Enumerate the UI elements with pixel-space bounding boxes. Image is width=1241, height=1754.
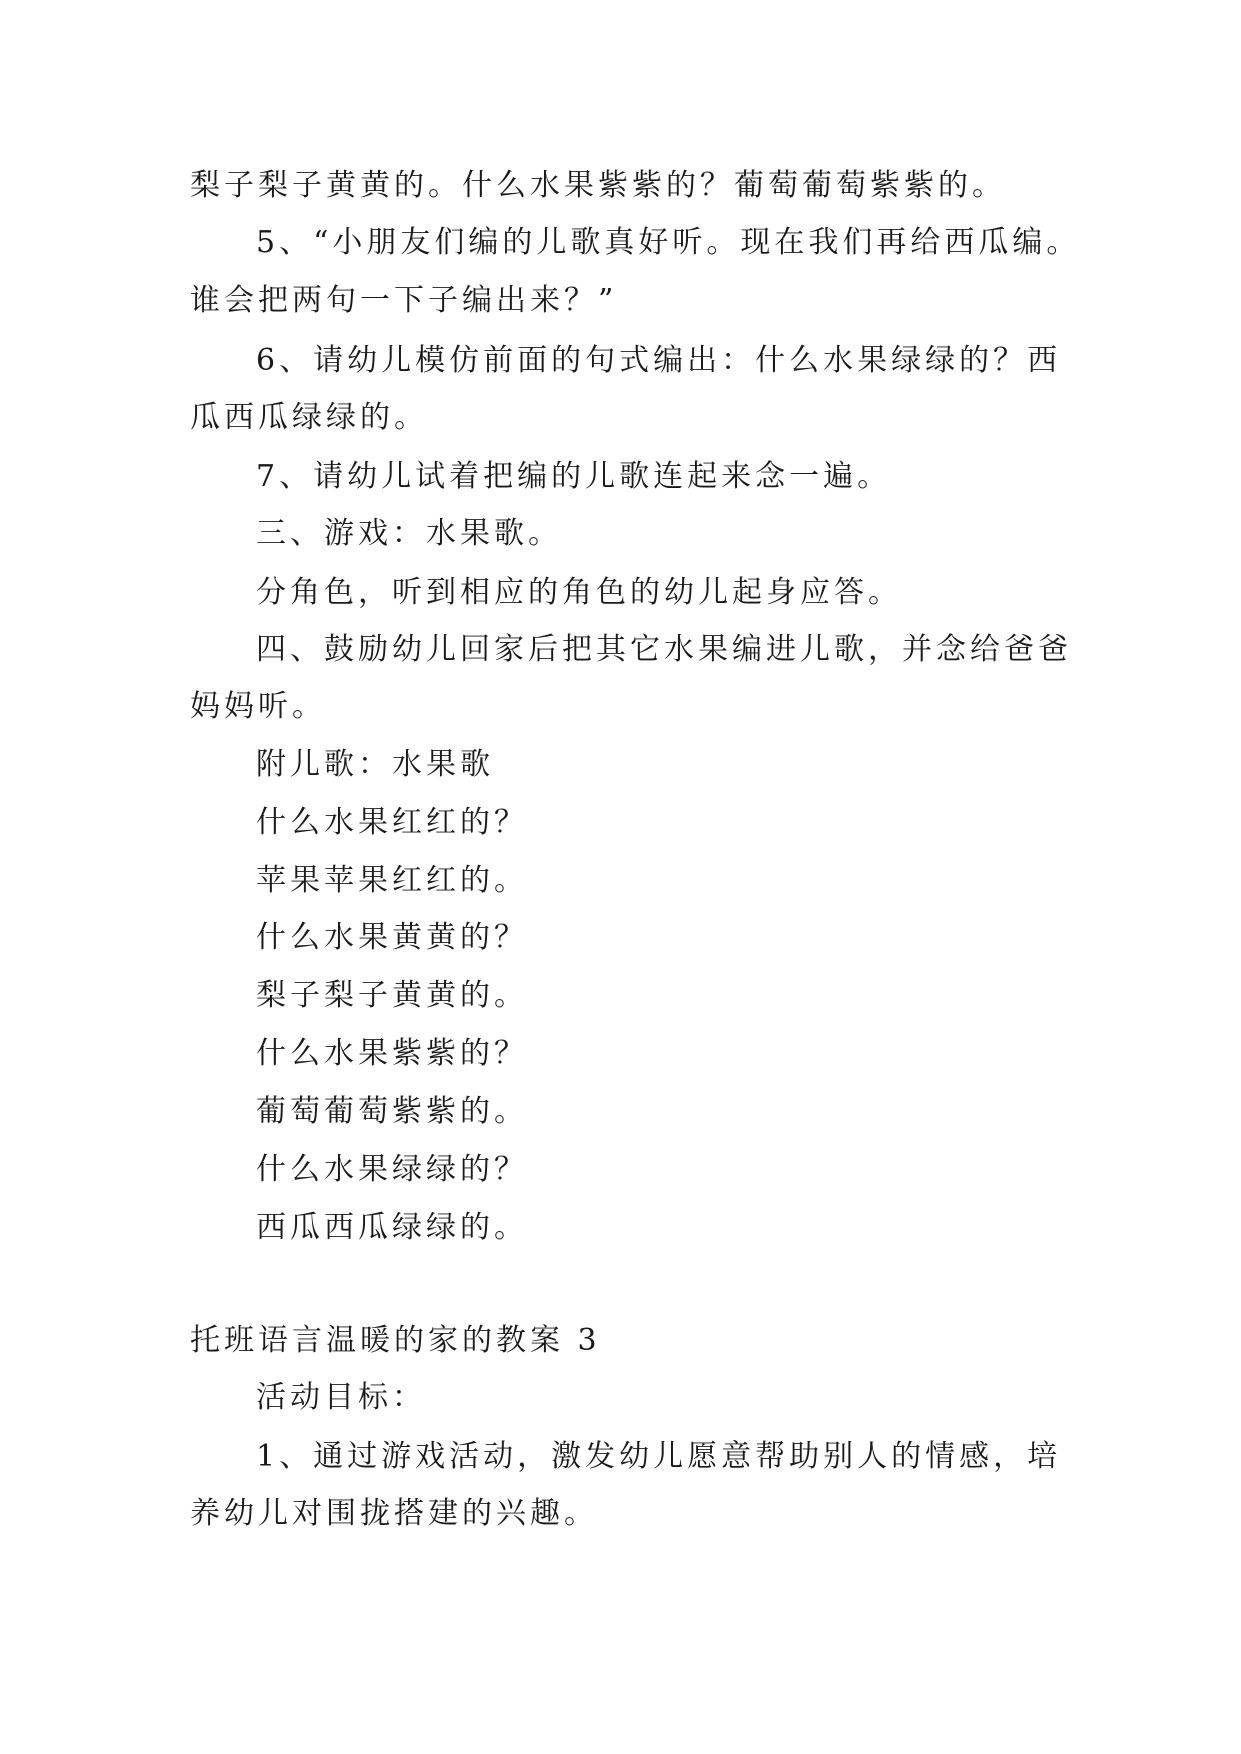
section-heading: 活动目标：: [256, 1380, 426, 1415]
paragraph-line: 分角色，听到相应的角色的幼儿起身应答。: [256, 575, 902, 610]
song-line: 西瓜西瓜绿绿的。: [256, 1210, 528, 1245]
paragraph-line: 谁会把两句一下子编出来？”: [190, 283, 618, 318]
song-line: 什么水果黄黄的？: [256, 920, 528, 955]
paragraph-line: 6、请幼儿模仿前面的句式编出：什么水果绿绿的？西: [256, 343, 1062, 378]
song-title: 附儿歌：水果歌: [256, 747, 494, 782]
paragraph-line: 养幼儿对围拢搭建的兴趣。: [190, 1496, 598, 1531]
song-line: 苹果苹果红红的。: [256, 863, 528, 898]
song-line: 梨子梨子黄黄的。: [256, 978, 528, 1013]
paragraph-line: 瓜西瓜绿绿的。: [190, 400, 428, 435]
paragraph-line: 妈妈听。: [190, 689, 326, 724]
song-line: 什么水果红红的？: [256, 805, 528, 840]
paragraph-line: 梨子梨子黄黄的。什么水果紫紫的？葡萄葡萄紫紫的。: [190, 168, 1006, 203]
song-line: 什么水果绿绿的？: [256, 1152, 528, 1187]
paragraph-line: 5、“小朋友们编的儿歌真好听。现在我们再给西瓜编。: [256, 225, 1081, 260]
paragraph-line: 1、通过游戏活动，激发幼儿愿意帮助别人的情感，培: [256, 1439, 1062, 1474]
lesson-plan-title: 托班语言温暖的家的教案 3: [190, 1323, 601, 1358]
song-line: 什么水果紫紫的？: [256, 1036, 528, 1071]
song-line: 葡萄葡萄紫紫的。: [256, 1094, 528, 1129]
paragraph-line: 7、请幼儿试着把编的儿歌连起来念一遍。: [256, 459, 892, 494]
section-heading: 四、鼓励幼儿回家后把其它水果编进儿歌，并念给爸爸: [256, 632, 1072, 667]
section-heading: 三、游戏：水果歌。: [256, 516, 562, 551]
